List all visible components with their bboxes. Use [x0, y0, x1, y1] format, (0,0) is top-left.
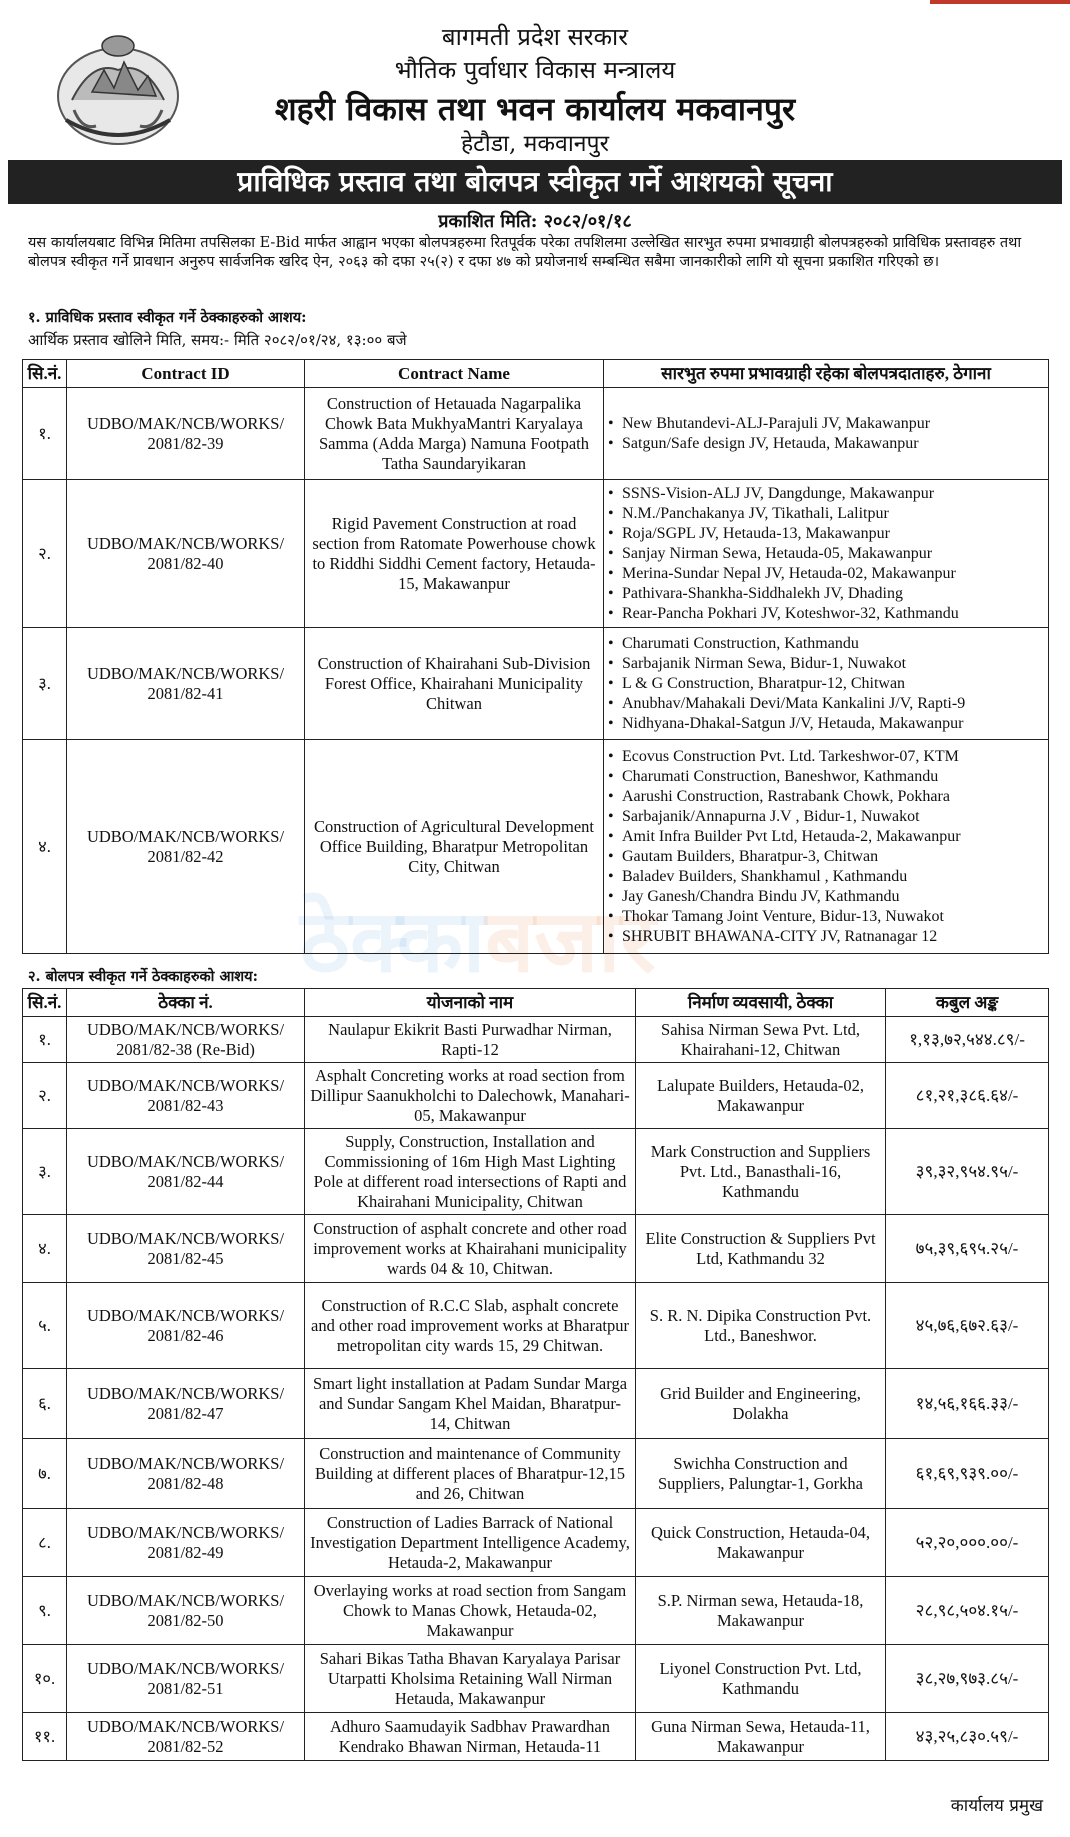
col-header-contractor: निर्माण व्यवसायी, ठेक्का	[636, 989, 886, 1017]
row-sn: ७.	[23, 1439, 67, 1509]
row-contract-id: UDBO/MAK/NCB/WORKS/ 2081/82-48	[67, 1439, 305, 1509]
row-contract-name: Rigid Pavement Construction at road section from Ratomate Powerhouse chowk to Riddhi Siddhi Cement factory, Hetauda-15, Makawanpur	[305, 480, 604, 628]
row-amount: ३९,३२,९५४.९५/-	[886, 1129, 1049, 1215]
col-header-amount: कबुल अङ्क	[886, 989, 1049, 1017]
row-amount: ४५,७६,६७२.६३/-	[886, 1283, 1049, 1369]
row-sn: ४.	[23, 1215, 67, 1283]
watermark-part1: ठेक्का	[300, 892, 486, 992]
row-contractor: Guna Nirman Sewa, Hetauda-11, Makawanpur	[636, 1713, 886, 1761]
bidder-item: • Sarbajanik Nirman Sewa, Bidur-1, Nuwakot	[608, 654, 1044, 674]
row-sn: २.	[23, 480, 67, 628]
row-contractor: Sahisa Nirman Sewa Pvt. Ltd, Khairahani-12, Chitwan	[636, 1017, 886, 1063]
row-contract-id: UDBO/MAK/NCB/WORKS/ 2081/82-52	[67, 1713, 305, 1761]
table-row	[23, 1283, 1049, 1369]
table-row	[23, 740, 1049, 954]
bidder-item: • Merina-Sundar Nepal JV, Hetauda-02, Makawanpur	[608, 564, 1044, 584]
row-contractor: Mark Construction and Suppliers Pvt. Ltd., Banasthali-16, Kathmandu	[636, 1129, 886, 1215]
bidder-item: • Satgun/Safe design JV, Hetauda, Makawanpur	[608, 434, 1044, 454]
row-contract-id: UDBO/MAK/NCB/WORKS/ 2081/82-47	[67, 1369, 305, 1439]
bidder-item: • Baladev Builders, Shankhamul , Kathmandu	[608, 867, 1044, 887]
bidder-item: • Thokar Tamang Joint Venture, Bidur-13, Nuwakot	[608, 907, 1044, 927]
row-project-name: Adhuro Saamudayik Sadbhav Prawardhan Kendrako Bhawan Nirman, Hetauda-11	[305, 1713, 636, 1761]
row-amount: ८१,२१,३८६.६४/-	[886, 1063, 1049, 1129]
bidder-item: • Pathivara-Shankha-Siddhalekh JV, Dhading	[608, 584, 1044, 604]
row-contract-name: Construction of Khairahani Sub-Division Forest Office, Khairahani Municipality Chitwan	[305, 628, 604, 740]
row-sn: ८.	[23, 1509, 67, 1577]
bidder-item: • Anubhav/Mahakali Devi/Mata Kankalini J/V, Rapti-9	[608, 694, 1044, 714]
row-bidders	[604, 628, 1049, 740]
published-date: प्रकाशित मिति: २०८२/०१/१८	[438, 211, 632, 232]
bidder-item: • Gautam Builders, Bharatpur-3, Chitwan	[608, 847, 1044, 867]
row-contractor: Liyonel Construction Pvt. Ltd, Kathmandu	[636, 1645, 886, 1713]
row-project-name: Construction of R.C.C Slab, asphalt concrete and other road improvement works at Bharatpur metropolitan city wards 15, 29 Chitwan.	[305, 1283, 636, 1369]
row-contract-id: UDBO/MAK/NCB/WORKS/ 2081/82-40	[67, 480, 305, 628]
bidder-item: • L & G Construction, Bharatpur-12, Chitwan	[608, 674, 1044, 694]
row-amount: ५२,२०,०००.००/-	[886, 1509, 1049, 1577]
row-contract-id: UDBO/MAK/NCB/WORKS/ 2081/82-42	[67, 740, 305, 954]
row-contract-id: UDBO/MAK/NCB/WORKS/ 2081/82-49	[67, 1509, 305, 1577]
row-sn: १०.	[23, 1645, 67, 1713]
col-header-project-name: योजनाको नाम	[305, 989, 636, 1017]
row-contract-id: UDBO/MAK/NCB/WORKS/ 2081/82-39	[67, 388, 305, 480]
office-chief-signature-label: कार्यालय प्रमुख	[950, 1796, 1043, 1816]
row-bidders	[604, 740, 1049, 954]
office-location: हेटौडा, मकवानपुर	[460, 131, 610, 157]
row-amount: ३८,२७,९७३.८५/-	[886, 1645, 1049, 1713]
row-sn: ६.	[23, 1369, 67, 1439]
bidder-item: • Sanjay Nirman Sewa, Hetauda-05, Makawanpur	[608, 544, 1044, 564]
bidder-item: • New Bhutandevi-ALJ-Parajuli JV, Makawanpur	[608, 414, 1044, 434]
row-amount: २८,९८,५०४.१५/-	[886, 1577, 1049, 1645]
watermark-part2: बजार	[485, 892, 656, 992]
table-row	[23, 1369, 1049, 1439]
col-header-contract-id: Contract ID	[67, 360, 305, 388]
table-row	[23, 1215, 1049, 1283]
row-amount: ६१,६९,९३९.००/-	[886, 1439, 1049, 1509]
row-contract-id: UDBO/MAK/NCB/WORKS/ 2081/82-41	[67, 628, 305, 740]
table-header-row	[23, 989, 1049, 1017]
col-header-sn: सि.नं.	[23, 360, 67, 388]
bidder-item: • SSNS-Vision-ALJ JV, Dangdunge, Makawanpur	[608, 484, 1044, 504]
row-contractor: S.P. Nirman sewa, Hetauda-18, Makawanpur	[636, 1577, 886, 1645]
row-contract-name: Construction of Hetauada Nagarpalika Chowk Bata MukhyaMantri Karyalaya Samma (Adda Marga) Namuna Footpath Tatha Saundaryikaran	[305, 388, 604, 480]
table-row	[23, 1017, 1049, 1063]
bid-acceptance-table	[22, 988, 1049, 1761]
ministry-name: भौतिक पुर्वाधार विकास मन्त्रालय	[394, 56, 676, 84]
row-sn: ९.	[23, 1577, 67, 1645]
row-bidders	[604, 480, 1049, 628]
row-contract-name: Construction of Agricultural Development Office Building, Bharatpur Metropolitan City, Chitwan	[305, 740, 604, 954]
row-project-name: Naulapur Ekikrit Basti Purwadhar Nirman, Rapti-12	[305, 1017, 636, 1063]
section1-title: १. प्राविधिक प्रस्ताव स्वीकृत गर्ने ठेक्काहरुको आशय:	[28, 309, 307, 326]
row-contract-id: UDBO/MAK/NCB/WORKS/ 2081/82-50	[67, 1577, 305, 1645]
row-amount: ७५,३९,६९५.२५/-	[886, 1215, 1049, 1283]
row-project-name: Sahari Bikas Tatha Bhavan Karyalaya Parisar Utarpatti Kholsima Retaining Wall Nirman Hetauda, Makawanpur	[305, 1645, 636, 1713]
row-project-name: Smart light installation at Padam Sundar Marga and Sundar Sangam Khel Maidan, Bharatpur-14, Chitwan	[305, 1369, 636, 1439]
row-amount: ४३,२५,८३०.५९/-	[886, 1713, 1049, 1761]
row-contractor: Swichha Construction and Suppliers, Palungtar-1, Gorkha	[636, 1439, 886, 1509]
table-row	[23, 1577, 1049, 1645]
province-name: बागमती प्रदेश सरकार	[441, 23, 629, 51]
section2-title: २. बोलपत्र स्वीकृत गर्ने ठेक्काहरुको आशय:	[28, 968, 258, 985]
col-header-contract-no: ठेक्का नं.	[67, 989, 305, 1017]
col-header-contract-name: Contract Name	[305, 360, 604, 388]
row-contractor: S. R. N. Dipika Construction Pvt. Ltd., Baneshwor.	[636, 1283, 886, 1369]
table-row	[23, 480, 1049, 628]
row-project-name: Construction of asphalt concrete and other road improvement works at Khairahani municipality wards 04 & 10, Chitwan.	[305, 1215, 636, 1283]
office-header	[0, 10, 1070, 160]
bidder-item: • Charumati Construction, Kathmandu	[608, 634, 1044, 654]
intro-paragraph: यस कार्यालयबाट विभिन्न मितिमा तपसिलका E-Bid मार्फत आह्वान भएका बोलपत्रहरुमा रितपूर्वक परेका तपशिलमा उल्लेखित सारभुत रुपमा प्रभावग्राही बोलपत्रहरुको प्राविधिक प्रस्तावहरु तथा बोलपत्र स्वीकृत गर्ने प्रावधान अनुरुप सार्वजनिक खरिद ऐन, २०६३ को दफा २५(२) र दफा ४७ को प्रयोजनार्थ सम्बन्धित सबैमा जानकारीको लागि यो सूचना प्रकाशित गरिएको छ।	[28, 235, 1022, 270]
table-row	[23, 1063, 1049, 1129]
bidder-item: • Rear-Pancha Pokhari JV, Koteshwor-32, Kathmandu	[608, 604, 1044, 624]
row-contract-id: UDBO/MAK/NCB/WORKS/ 2081/82-44	[67, 1129, 305, 1215]
row-contractor: Elite Construction & Suppliers Pvt Ltd, Kathmandu 32	[636, 1215, 886, 1283]
bidder-item: • Aarushi Construction, Rastrabank Chowk, Pokhara	[608, 787, 1044, 807]
office-name: शहरी विकास तथा भवन कार्यालय मकवानपुर	[274, 90, 796, 128]
row-sn: ११.	[23, 1713, 67, 1761]
table-row	[23, 1509, 1049, 1577]
row-contractor: Quick Construction, Hetauda-04, Makawanpur	[636, 1509, 886, 1577]
bidder-item: • Nidhyana-Dhakal-Satgun J/V, Hetauda, Makawanpur	[608, 714, 1044, 734]
table-row	[23, 1645, 1049, 1713]
technical-proposal-table	[22, 359, 1049, 954]
section1-subtitle: आर्थिक प्रस्ताव खोलिने मिति, समय:- मिति २०८२/०१/२४, १३:०० बजे	[28, 331, 407, 349]
table-row	[23, 1129, 1049, 1215]
table-row	[23, 1439, 1049, 1509]
col-header-sn: सि.नं.	[23, 989, 67, 1017]
row-sn: ३.	[23, 1129, 67, 1215]
col-header-bidders: सारभुत रुपमा प्रभावग्राही रहेका बोलपत्रदाताहरु, ठेगाना	[604, 360, 1049, 388]
table-row	[23, 628, 1049, 740]
bidder-item: • N.M./Panchakanya JV, Tikathali, Lalitpur	[608, 504, 1044, 524]
row-sn: १.	[23, 388, 67, 480]
row-contractor: Grid Builder and Engineering, Dolakha	[636, 1369, 886, 1439]
row-sn: ५.	[23, 1283, 67, 1369]
row-project-name: Asphalt Concreting works at road section from Dillipur Saanukholchi to Dalechowk, Manahari-05, Makawanpur	[305, 1063, 636, 1129]
top-red-bar	[930, 0, 1070, 4]
row-sn: १.	[23, 1017, 67, 1063]
bidder-item: • Jay Ganesh/Chandra Bindu JV, Kathmandu	[608, 887, 1044, 907]
table-row	[23, 1713, 1049, 1761]
row-contract-id: UDBO/MAK/NCB/WORKS/ 2081/82-38 (Re-Bid)	[67, 1017, 305, 1063]
bidder-item: • SHRUBIT BHAWANA-CITY JV, Ratnanagar 12	[608, 927, 1044, 947]
bidder-item: • Charumati Construction, Baneshwor, Kathmandu	[608, 767, 1044, 787]
row-bidders	[604, 388, 1049, 480]
row-sn: ३.	[23, 628, 67, 740]
row-contract-id: UDBO/MAK/NCB/WORKS/ 2081/82-43	[67, 1063, 305, 1129]
bidder-item: • Roja/SGPL JV, Hetauda-13, Makawanpur	[608, 524, 1044, 544]
row-amount: १,१३,७२,५४४.८९/-	[886, 1017, 1049, 1063]
row-project-name: Construction of Ladies Barrack of National Investigation Department Intelligence Academy, Hetauda-2, Makawanpur	[305, 1509, 636, 1577]
table-row	[23, 388, 1049, 480]
row-project-name: Construction and maintenance of Community Building at different places of Bharatpur-12,15 and 26, Chitwan	[305, 1439, 636, 1509]
row-contract-id: UDBO/MAK/NCB/WORKS/ 2081/82-51	[67, 1645, 305, 1713]
row-project-name: Overlaying works at road section from Sangam Chowk to Manas Chowk, Hetauda-02, Makawanpur	[305, 1577, 636, 1645]
row-contractor: Lalupate Builders, Hetauda-02, Makawanpur	[636, 1063, 886, 1129]
row-contract-id: UDBO/MAK/NCB/WORKS/ 2081/82-46	[67, 1283, 305, 1369]
bidder-item: • Amit Infra Builder Pvt Ltd, Hetauda-2, Makawanpur	[608, 827, 1044, 847]
row-sn: २.	[23, 1063, 67, 1129]
row-project-name: Supply, Construction, Installation and Commissioning of 16m High Mast Lighting Pole at different road intersections of Rapti and Khairahani Municipality, Chitwan	[305, 1129, 636, 1215]
row-contract-id: UDBO/MAK/NCB/WORKS/ 2081/82-45	[67, 1215, 305, 1283]
bidder-item: • Ecovus Construction Pvt. Ltd. Tarkeshwor-07, KTM	[608, 747, 1044, 767]
row-sn: ४.	[23, 740, 67, 954]
bidder-item: • Sarbajanik/Annapurna J.V , Bidur-1, Nuwakot	[608, 807, 1044, 827]
row-amount: १४,५६,१६६.३३/-	[886, 1369, 1049, 1439]
notice-title-banner: प्राविधिक प्रस्ताव तथा बोलपत्र स्वीकृत गर्ने आशयको सूचना	[8, 160, 1062, 204]
table-header-row	[23, 360, 1049, 388]
